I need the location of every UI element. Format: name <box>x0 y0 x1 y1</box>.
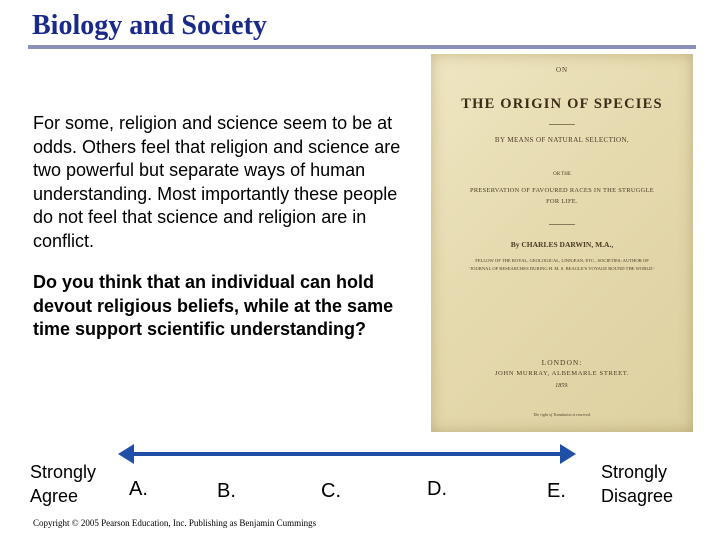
intro-paragraph: For some, religion and science seem to be at odds. Others feel that religion and science are two powerful but separate ways of human understanding. Most importantly these people do not feel that science and religion are in conflict. <box>33 113 401 251</box>
book-on-line: ON <box>555 66 569 74</box>
title-underline <box>28 45 696 49</box>
discussion-question: Do you think that an individual can hold devout religious beliefs, while at the same time support scientific understanding? <box>33 272 394 339</box>
book-author: By CHARLES DARWIN, M.A., <box>510 240 614 249</box>
book-or-line: OR THE <box>553 172 571 177</box>
arrow-left-head <box>118 444 134 464</box>
book-rights: The right of Translation is reserved. <box>533 412 591 417</box>
choice-a[interactable]: A. <box>129 478 148 500</box>
book-title: THE ORIGIN OF SPECIES <box>461 96 663 112</box>
strongly-disagree-label <box>601 460 673 508</box>
strongly-agree-line1: Strongly <box>30 462 97 482</box>
agreement-scale-arrow-icon <box>118 440 576 468</box>
arrow-right-head <box>560 444 576 464</box>
book-year: 1859. <box>555 383 569 389</box>
choice-b[interactable]: B. <box>217 480 236 502</box>
book-publisher: JOHN MURRAY, ALBEMARLE STREET. <box>494 370 630 377</box>
book-rule <box>549 124 575 125</box>
book-subtitle: BY MEANS OF NATURAL SELECTION, <box>494 136 630 144</box>
book-rule <box>549 224 575 225</box>
book-author-credentials: FELLOW OF THE ROYAL, GEOLOGICAL, LINNÆAN, ETC., SOCIETIES; AUTHOR OF 'JOURNAL OF RESEARCHES DURING H. M. S. BEAGLE'S VOYAGE ROUND THE WORLD.' <box>469 258 655 271</box>
choice-e[interactable]: E. <box>547 480 566 502</box>
book-preservation: PRESERVATION OF FAVOURED RACES IN THE STRUGGLE FOR LIFE. <box>470 187 654 205</box>
slide-title: Biology and Society <box>32 10 267 41</box>
strongly-agree-line2: Agree <box>30 486 79 506</box>
strongly-agree-label <box>30 460 96 508</box>
copyright-notice: Copyright © 2005 Pearson Education, Inc. Publishing as Benjamin Cummings <box>33 518 317 528</box>
choice-c[interactable]: C. <box>321 480 341 502</box>
book-city: LONDON: <box>541 358 583 367</box>
origin-of-species-title-page <box>431 54 693 432</box>
strongly-disagree-line1: Strongly <box>601 462 668 482</box>
choice-d[interactable]: D. <box>427 478 447 500</box>
strongly-disagree-line2: Disagree <box>601 486 674 506</box>
